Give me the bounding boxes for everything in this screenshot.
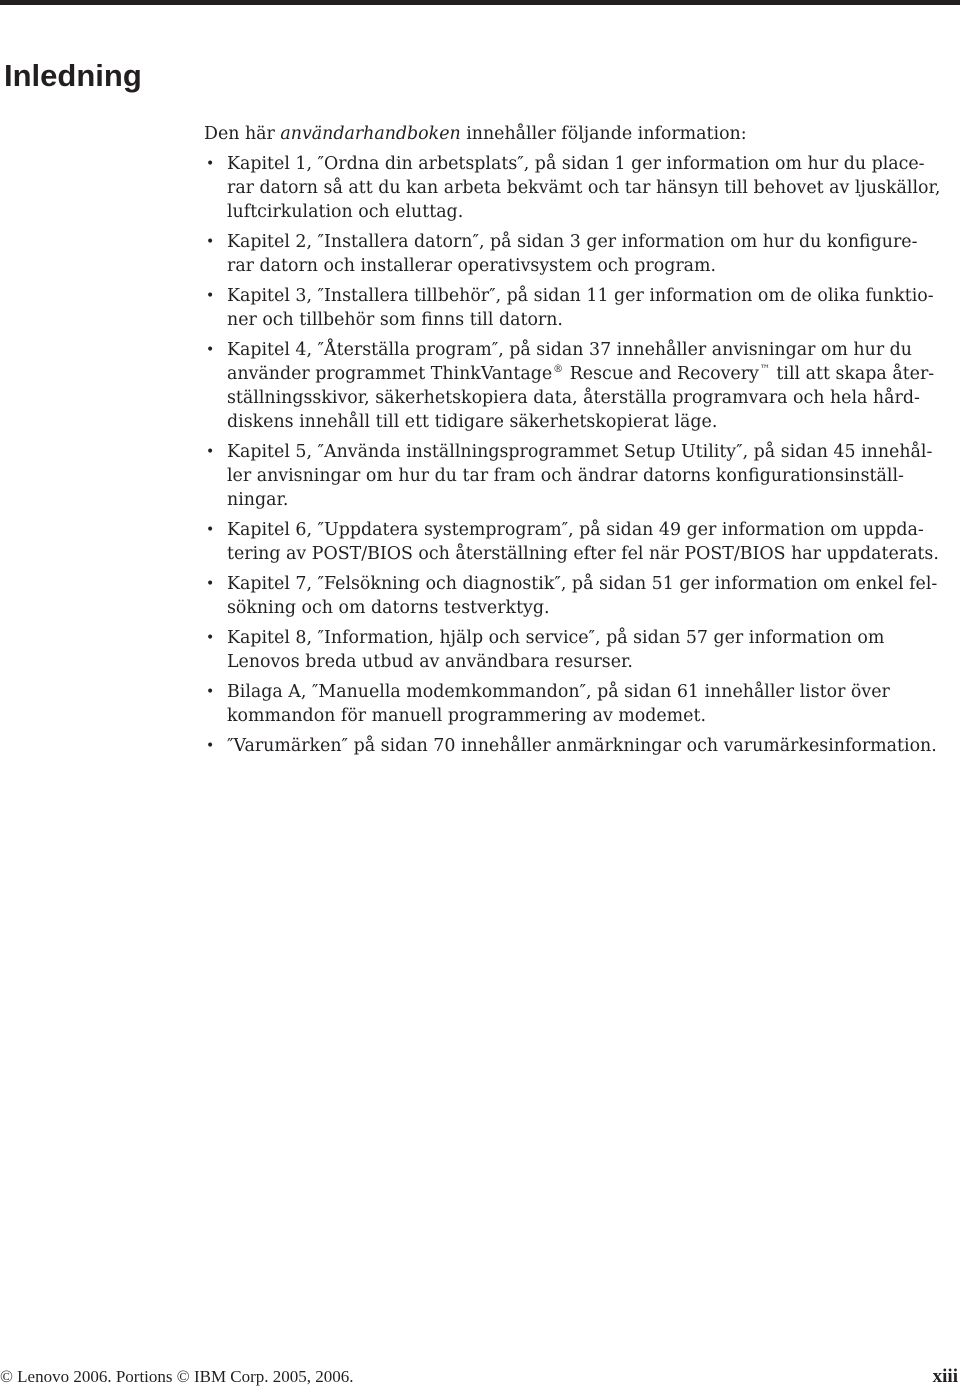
list-item-line: Kapitel 7, ″Felsökning och diagnostik″, på sidan 51 ger information om enkel fel-	[227, 574, 938, 594]
list-item-line: ner och tillbehör som finns till datorn.	[227, 310, 563, 330]
list-item-line: Kapitel 2, ″Installera datorn″, på sidan 3 ger information om hur du konfigure-	[227, 232, 918, 252]
intro-text-start: Den här	[204, 124, 281, 144]
bullet-icon: •	[206, 288, 215, 304]
list-item-chapter-6	[204, 518, 958, 566]
footer-copyright: © Lenovo 2006. Portions © IBM Corp. 2005, 2006.	[0, 1367, 354, 1386]
list-item-line: rar datorn och installerar operativsystem och program.	[227, 256, 717, 276]
list-item-line: diskens innehåll till ett tidigare säkerhetskopierat läge.	[227, 412, 718, 432]
list-item-line: kommandon för manuell programmering av modemet.	[227, 706, 706, 726]
list-item-line: ningar.	[227, 490, 289, 510]
page-title: Inledning	[4, 58, 142, 93]
list-item-line: Kapitel 3, ″Installera tillbehör″, på sidan 11 ger information om de olika funktio-	[227, 286, 934, 306]
registered-mark: ®	[553, 364, 564, 375]
list-item-chapter-2	[204, 230, 958, 278]
line-part: Rescue and Recovery	[564, 364, 759, 384]
bullet-icon: •	[206, 156, 215, 172]
bullet-icon: •	[206, 684, 215, 700]
list-item-appendix-a	[204, 680, 958, 728]
bullet-icon: •	[206, 234, 215, 250]
trademark-mark: ™	[759, 364, 770, 375]
list-item-line: ställningsskivor, säkerhetskopiera data, återställa programvara och hela hård-	[227, 388, 920, 408]
bullet-icon: •	[206, 576, 215, 592]
list-item-line: rar datorn så att du kan arbeta bekvämt och tar hänsyn till behovet av ljuskällor,	[227, 178, 941, 198]
list-item-line: ″Varumärken″ på sidan 70 innehåller anmärkningar och varumärkesinformation.	[227, 736, 937, 756]
list-item-line: Bilaga A, ″Manuella modemkommandon″, på sidan 61 innehåller listor över	[227, 682, 890, 702]
list-item-line: luftcirkulation och eluttag.	[227, 202, 464, 222]
list-item-chapter-7	[204, 572, 958, 620]
bullet-icon: •	[206, 630, 215, 646]
list-item-line: Kapitel 5, ″Använda inställningsprogrammet Setup Utility″, på sidan 45 innehål-	[227, 442, 933, 462]
list-item-line: ler anvisningar om hur du tar fram och ändrar datorns konfigurationsinställ-	[227, 466, 904, 486]
intro-paragraph	[204, 122, 958, 146]
list-item-trademarks	[204, 734, 958, 758]
top-rule	[0, 0, 960, 5]
list-item-line: Kapitel 4, ″Återställa program″, på sidan 37 innehåller anvisningar om hur du	[227, 340, 912, 360]
list-item-line: Kapitel 8, ″Information, hjälp och service″, på sidan 57 ger information om	[227, 628, 885, 648]
intro-emphasis: användarhandboken	[280, 124, 461, 144]
list-item-chapter-8	[204, 626, 958, 674]
line-part: använder programmet ThinkVantage	[227, 364, 553, 384]
bullet-icon: •	[206, 342, 215, 358]
list-item-chapter-3	[204, 284, 958, 332]
list-item-line: Kapitel 6, ″Uppdatera systemprogram″, på sidan 49 ger information om uppda-	[227, 520, 924, 540]
bullet-icon: •	[206, 738, 215, 754]
list-item-line	[227, 362, 958, 386]
list-item-line: tering av POST/BIOS och återställning efter fel när POST/BIOS har uppdaterats.	[227, 544, 939, 564]
bullet-icon: •	[206, 444, 215, 460]
bullet-icon: •	[206, 522, 215, 538]
list-item-line: Lenovos breda utbud av användbara resurser.	[227, 652, 633, 672]
page-body	[204, 122, 958, 764]
list-item-chapter-4	[204, 338, 958, 434]
footer-page-number: xiii	[932, 1366, 958, 1387]
line-part: till att skapa åter-	[770, 364, 935, 384]
chapter-list	[204, 152, 958, 758]
list-item-line: sökning och om datorns testverktyg.	[227, 598, 550, 618]
intro-text-end: innehåller följande information:	[460, 124, 747, 144]
list-item-chapter-1	[204, 152, 958, 224]
list-item-chapter-5	[204, 440, 958, 512]
list-item-line: Kapitel 1, ″Ordna din arbetsplats″, på sidan 1 ger information om hur du place-	[227, 154, 925, 174]
